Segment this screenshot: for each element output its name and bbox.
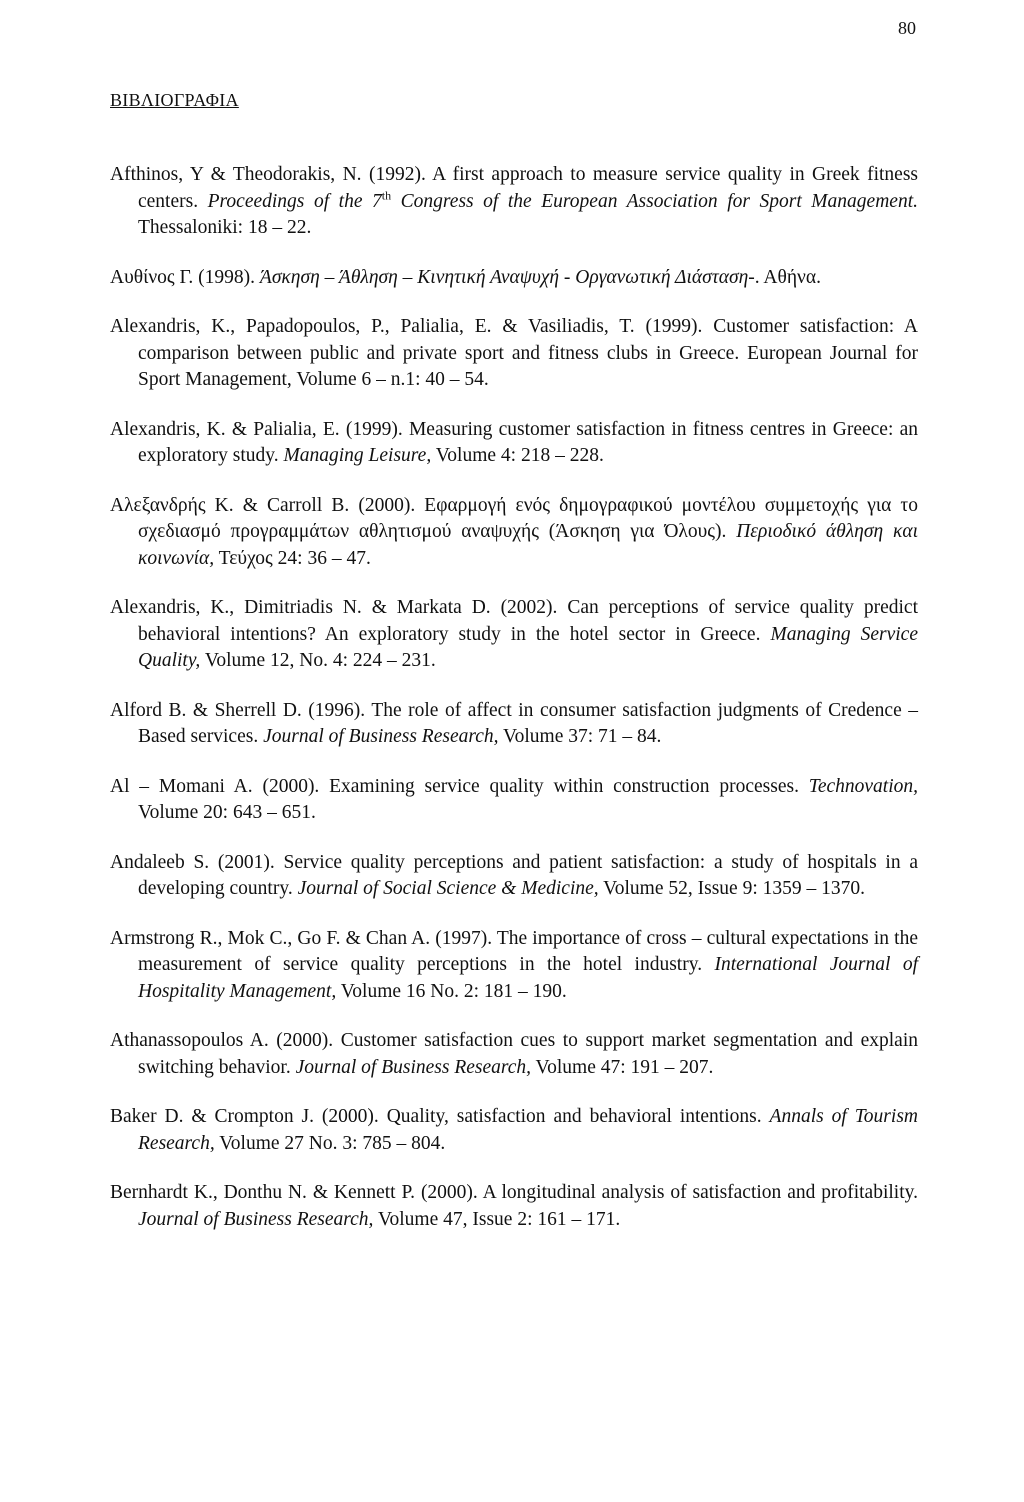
page-number: 80 — [898, 18, 916, 38]
reference-text: Alexandris, K., Papadopoulos, P., Palialia, E. & Vasiliadis, T. (1999). Customer satisfaction: A comparison between public and private sport and fitness clubs in Greece. European Journal for Sport Management, Volume 6 – n.1: 40 – 54. — [110, 316, 918, 390]
reference-text-end: Volume 37: 71 – 84. — [498, 726, 662, 747]
reference-italic: Annals of Tourism Research, — [138, 1106, 918, 1154]
reference-italic: Technovation, — [808, 775, 918, 797]
reference-text-end: . Αθήνα. — [754, 266, 821, 288]
reference-entry — [110, 1180, 918, 1233]
reference-entry — [110, 162, 918, 242]
reference-text: Alford B. & Sherrell D. (1996). The role of affect in consumer satisfaction judgments of Credence – Based services. — [110, 699, 918, 747]
reference-text: Andaleeb S. (2001). Service quality perceptions and patient satisfaction: a study of hospitals in a developing country. — [110, 851, 918, 899]
reference-text: Al – Momani A. (2000). Examining service quality within construction processes. — [110, 775, 809, 797]
reference-italic: Congress of the European Association for Sport Management. — [391, 190, 918, 212]
reference-italic: Journal of Social Science & Medicine, — [297, 878, 599, 899]
reference-text: Athanassopoulos A. (2000). Customer satisfaction cues to support market segmentation and explain switching behavior. — [110, 1030, 918, 1078]
reference-text: Afthinos, Y & Theodorakis, N. (1992). A first approach to measure service quality in Greek fitness centers. — [110, 164, 918, 212]
reference-text-end: Τεύχος 24: 36 – 47. — [214, 547, 371, 569]
reference-text: Bernhardt K., Donthu N. & Kennett P. (2000). A longitudinal analysis of satisfaction and profitability. — [110, 1182, 918, 1203]
reference-italic: Άσκηση – Άθληση – Κινητική Αναψυχή - Οργανωτική Διάσταση- — [259, 266, 755, 288]
reference-text-end: Volume 20: 643 – 651. — [138, 802, 316, 823]
reference-entry — [110, 850, 918, 903]
reference-italic: International Journal of Hospitality Management, — [138, 954, 918, 1002]
reference-text: Αλεξανδρής Κ. & Carroll B. (2000). Εφαρμογή ενός δημογραφικού μοντέλου συμμετοχής για το σχεδιασμό προγραμμάτων αθλητισμού αναψυχής (Άσκηση για Όλους). — [110, 494, 918, 542]
reference-entry — [110, 698, 918, 751]
reference-entry — [110, 314, 918, 394]
reference-italic: Proceedings of the 7 — [207, 190, 382, 212]
reference-italic: Journal of Business Research, — [295, 1056, 532, 1078]
reference-entry — [110, 493, 918, 573]
reference-text-end: Volume 12, No. 4: 224 – 231. — [200, 650, 436, 671]
page-title: ΒΙΒΛΙΟΓΡΑΦΙΑ — [110, 90, 239, 110]
reference-superscript: th — [381, 188, 392, 202]
reference-text: Baker D. & Crompton J. (2000). Quality, satisfaction and behavioral intentions. — [110, 1106, 770, 1127]
reference-entry — [110, 1028, 918, 1081]
reference-text: Alexandris, K., Dimitriadis N. & Markata D. (2002). Can perceptions of service quality predict behavioral intentions? An exploratory study in the hotel sector in Greece. — [110, 597, 918, 645]
reference-text: Alexandris, K. & Palialia, E. (1999). Measuring customer satisfaction in fitness centres in Greece: an exploratory study. — [110, 418, 918, 466]
reference-text: Αυθίνος Γ. (1998). — [110, 266, 260, 288]
reference-text: Armstrong R., Mok C., Go F. & Chan A. (1997). The importance of cross – cultural expectations in the measurement of service quality perceptions in the hotel industry. — [110, 927, 918, 975]
reference-italic: Managing Service Quality, — [138, 623, 918, 671]
reference-entry — [110, 595, 918, 675]
reference-text-end: Volume 47, Issue 2: 161 – 171. — [373, 1208, 621, 1230]
reference-entry — [110, 265, 918, 292]
reference-text-end: Thessaloniki: 18 – 22. — [138, 217, 312, 238]
reference-text-end: Volume 16 No. 2: 181 – 190. — [336, 980, 567, 1002]
reference-entry — [110, 1104, 918, 1157]
reference-italic: Περιοδικό άθληση και κοινωνία, — [138, 521, 918, 569]
reference-text-end: Volume 4: 218 – 228. — [431, 445, 604, 466]
reference-entry — [110, 926, 918, 1006]
reference-text-end: Volume 52, Issue 9: 1359 – 1370. — [598, 878, 865, 899]
reference-italic: Journal of Business Research, — [138, 1208, 374, 1230]
reference-entry — [110, 417, 918, 470]
reference-entry — [110, 774, 918, 827]
reference-list — [110, 162, 918, 1256]
reference-italic: Journal of Business Research, — [263, 726, 499, 747]
reference-text-end: Volume 27 No. 3: 785 – 804. — [214, 1132, 446, 1154]
reference-italic: Managing Leisure, — [283, 445, 432, 466]
reference-text-end: Volume 47: 191 – 207. — [531, 1056, 714, 1078]
